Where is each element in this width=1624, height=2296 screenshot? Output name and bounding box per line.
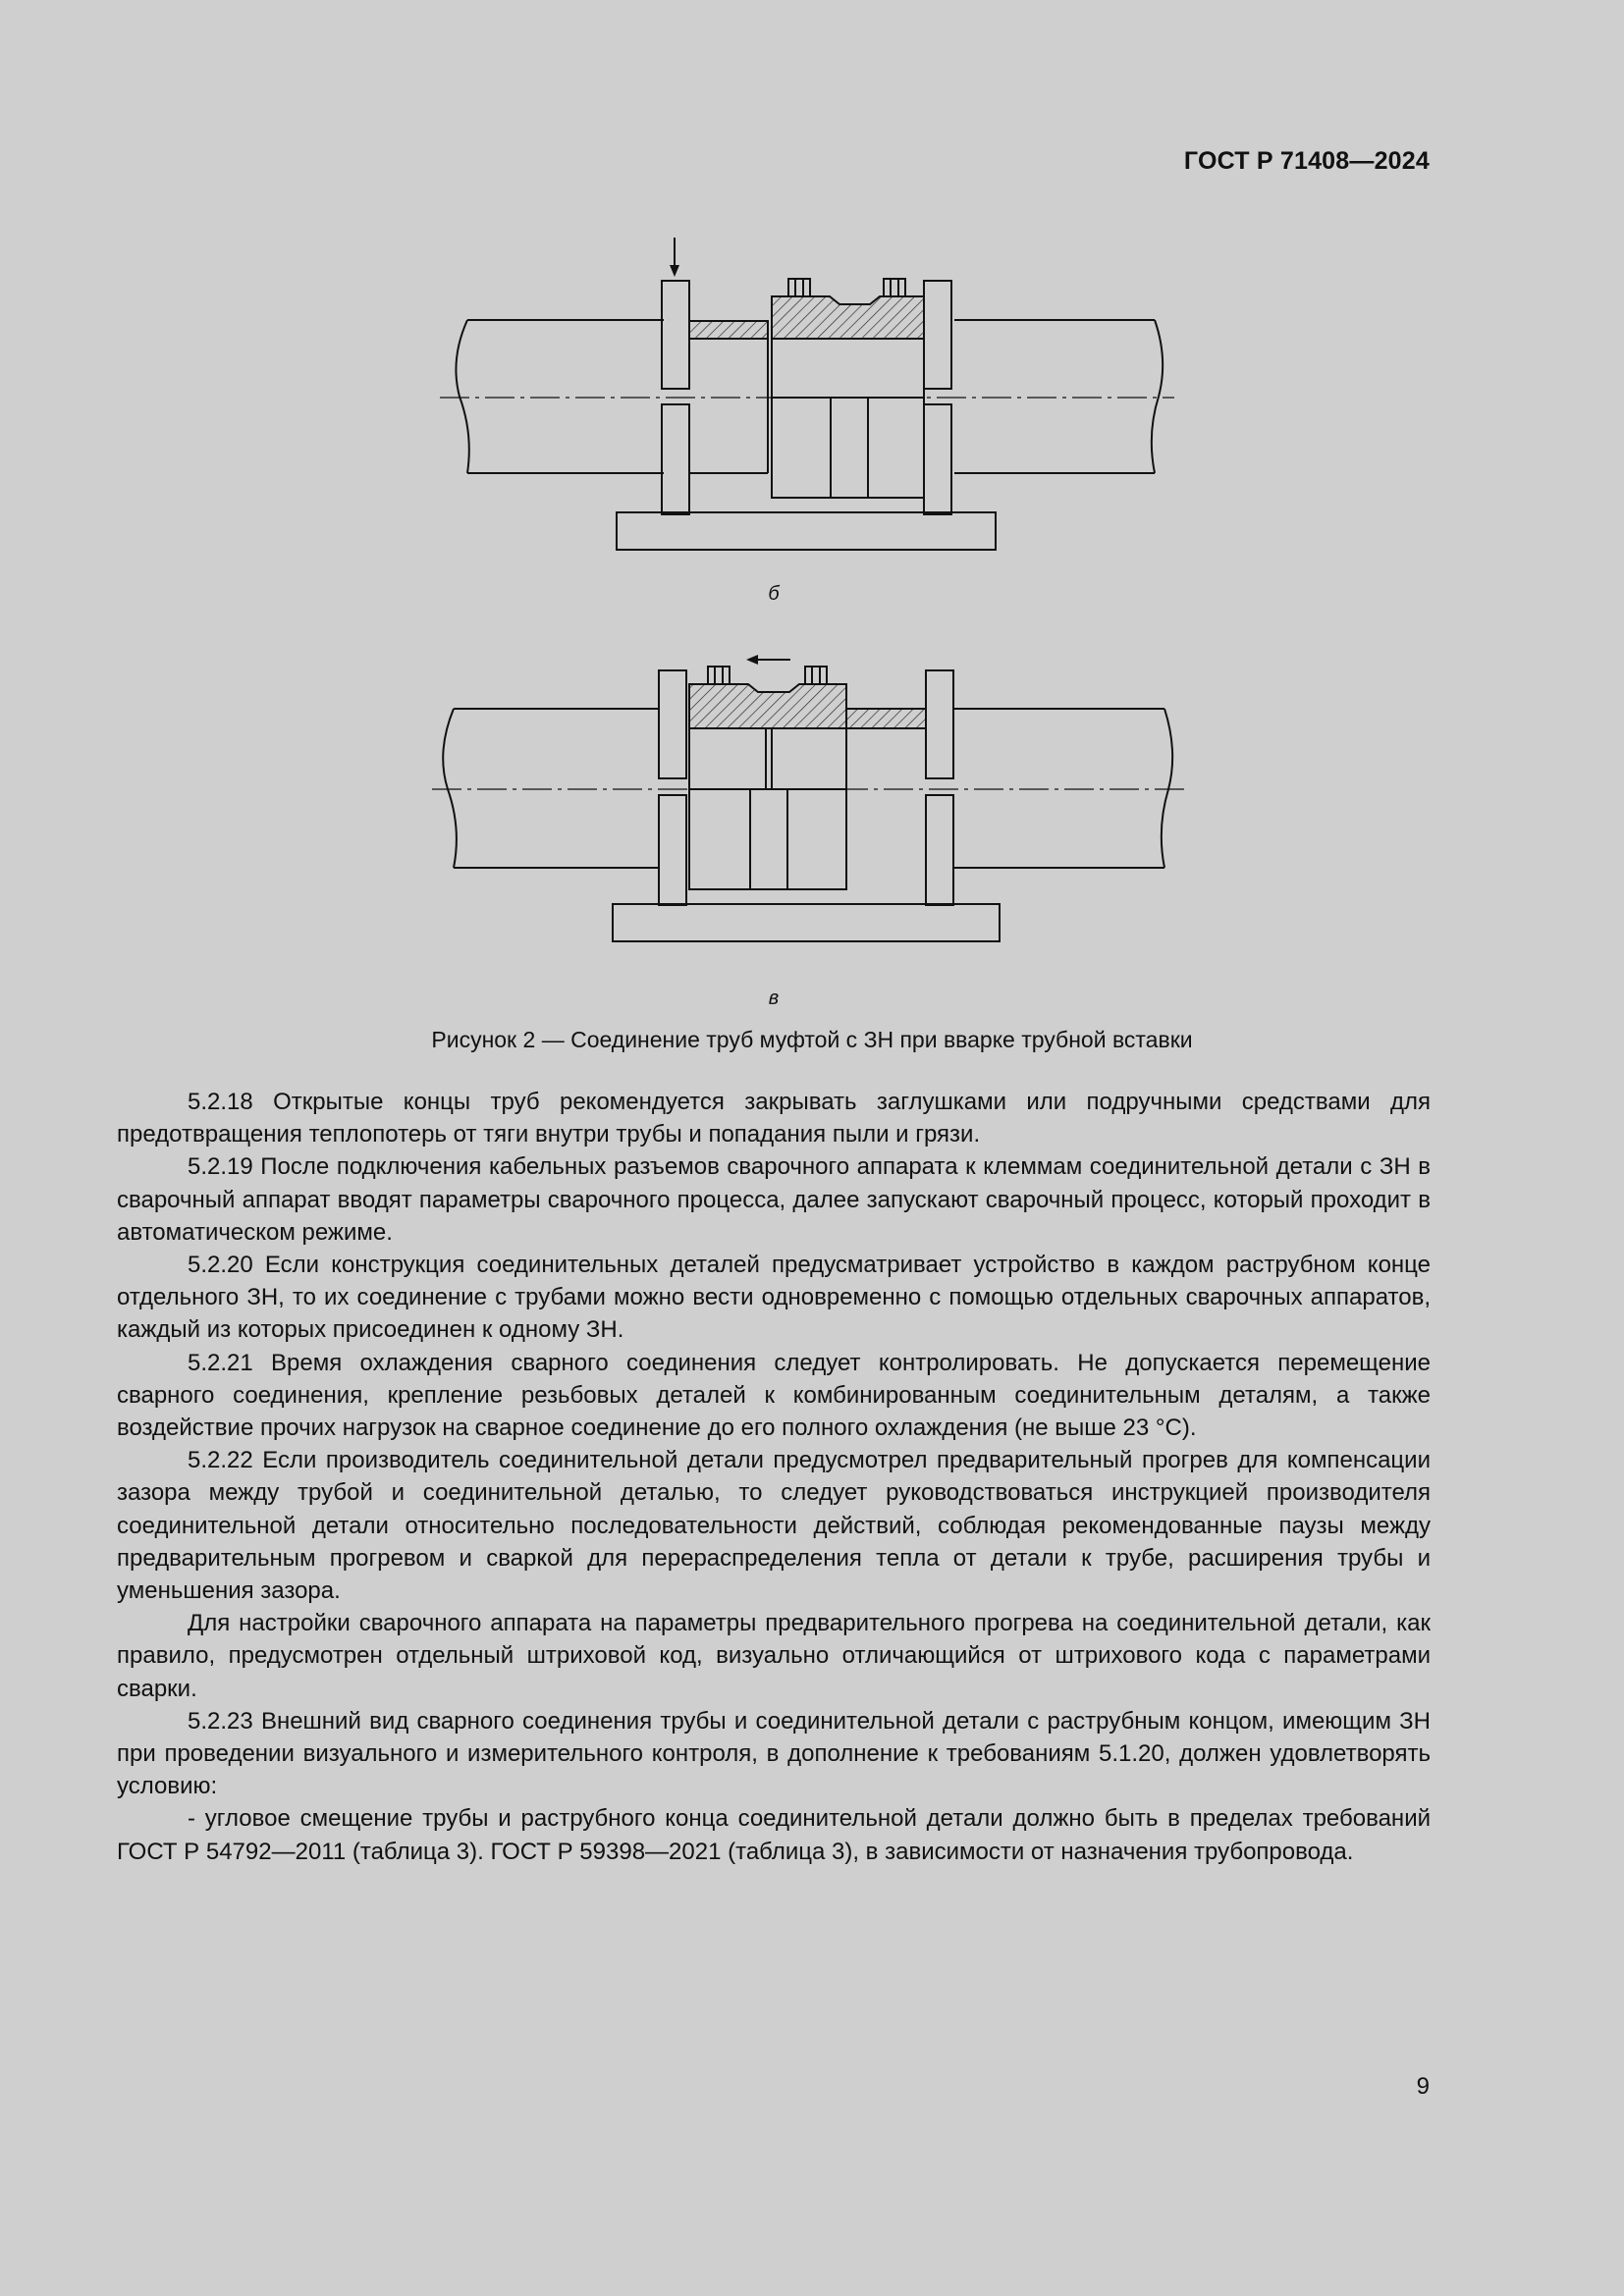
paragraph-5-2-23: 5.2.23 Внешний вид сварного соединения трубы и соединительной детали с раструбным концом, имеющим ЗН при проведении визуального и измерительного контроля, в дополнение к требованиям 5.1.20, должен удовлетворять условию: xyxy=(117,1707,1431,1800)
paragraph-5-2-22: 5.2.22 Если производитель соединительной детали предусмотрел предварительный прогрев для компенсации зазора между трубой и соединительной деталью, то следует руководствоваться инструкцией производителя соединительной детали относительно последовательности действий, соблюдая рекомендованные паузы между предварительным прогревом и сваркой для перераспределения тепла от детали к трубе, расширения трубы и уменьшения зазора. xyxy=(117,1447,1431,1605)
subfigure-label-b: б xyxy=(768,583,780,605)
body-text xyxy=(117,1086,1431,1868)
subfigure-label-v: в xyxy=(768,988,780,1009)
paragraph-5-2-20: 5.2.20 Если конструкция соединительных деталей предусматривает устройство в каждом раструбном конце отдельного ЗН, то их соединение с трубами можно вести одновременно с помощью отдельных сварочных аппаратов, каждый из которых присоединен к одному ЗН. xyxy=(117,1252,1431,1344)
drawing-v xyxy=(432,655,1184,941)
paragraph-5-2-21: 5.2.21 Время охлаждения сварного соединения следует контролировать. Не допускается перемещение сварного соединения, крепление резьбовых деталей к комбинированным соединительным деталям, а также воздействие прочих нагрузок на сварное соединение до его полного охлаждения (не выше 23 °С). xyxy=(117,1349,1431,1442)
figure-caption: Рисунок 2 — Соединение труб муфтой с ЗН при вварке трубной вставки xyxy=(431,1027,1193,1052)
document-code: ГОСТ Р 71408—2024 xyxy=(1183,147,1430,175)
pipe-coupling-drawing xyxy=(0,0,1624,1021)
paragraph-5-2-19: 5.2.19 После подключения кабельных разъемов сварочного аппарата к клеммам соединительной детали с ЗН в сварочный аппарат вводят параметры сварочного процесса, далее запускают сварочный процесс, который проходит в автоматическом режиме. xyxy=(117,1153,1431,1246)
page-number: 9 xyxy=(1416,2073,1430,2100)
paragraph-preheat-barcode: Для настройки сварочного аппарата на параметры предварительного прогрева на соединительной детали, как правило, предусмотрен отдельный штриховой код, визуально отличающийся от штрихового кода с параметрами сварки. xyxy=(117,1610,1431,1702)
paragraph-angular-offset: - угловое смещение трубы и раструбного конца соединительной детали должно быть в пределах требований ГОСТ Р 54792—2011 (таблица 3). ГОСТ Р 59398—2021 (таблица 3), в зависимости от назначения трубопровода. xyxy=(117,1805,1431,1865)
drawing-b xyxy=(440,238,1174,550)
paragraph-5-2-18: 5.2.18 Открытые концы труб рекомендуется закрывать заглушками или подручными средствами для предотвращения теплопотерь от тяги внутри трубы и попадания пыли и грязи. xyxy=(117,1089,1431,1148)
